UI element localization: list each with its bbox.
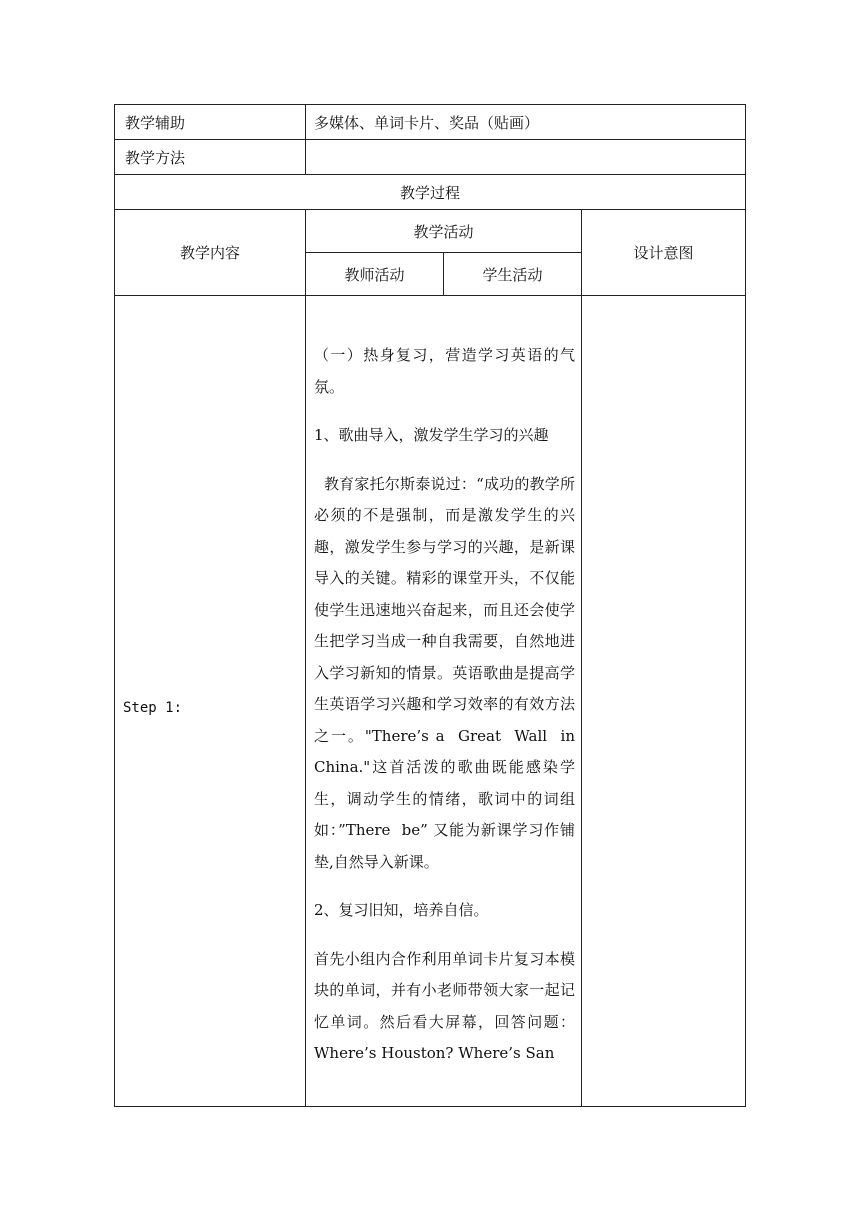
step-1-label: Step 1: bbox=[115, 296, 306, 1107]
teaching-method-value bbox=[306, 140, 746, 175]
row-process-title bbox=[115, 175, 746, 210]
lesson-plan-table bbox=[114, 104, 746, 1107]
step-1-paragraph-5: 首先小组内合作利用单词卡片复习本模块的单词，并有小老师带领大家一起记忆单词。然后看大屏幕，回答问题：Where’s Houston? Where’s San bbox=[314, 949, 575, 1063]
row-teaching-method bbox=[115, 140, 746, 175]
header-student-activity: 学生活动 bbox=[444, 253, 582, 296]
header-teaching-activity: 教学活动 bbox=[306, 210, 582, 253]
teaching-aids-label: 教学辅助 bbox=[115, 105, 306, 140]
header-teaching-content: 教学内容 bbox=[115, 210, 306, 296]
header-design-intent: 设计意图 bbox=[582, 210, 746, 296]
row-step-1 bbox=[115, 296, 746, 1107]
step-1-paragraph-4: 2、复习旧知，培养自信。 bbox=[314, 901, 489, 920]
header-teacher-activity: 教师活动 bbox=[306, 253, 444, 296]
process-title: 教学过程 bbox=[115, 175, 746, 210]
row-header-1 bbox=[115, 210, 746, 253]
step-1-teacher-activity bbox=[306, 296, 585, 1107]
step-1-paragraph-3: 教育家托尔斯泰说过：“成功的教学所必须的不是强制，而是激发学生的兴趣，激发学生参与学习的兴趣，是新课导入的关键。精彩的课堂开头，不仅能使学生迅速地兴奋起来，而且还会使学生把学习当成一种自我需要，自然地进入学习新知的情景。英语歌曲是提高学生英语学习兴趣和学习效率的有效方法之一。"There’s a Great Wall in China."这首活泼的歌曲既能感染学生，调动学生的情绪，歌词中的词组如：”There be” 又能为新课学习作铺垫,自然导入新课。 bbox=[314, 474, 585, 871]
row-teaching-aids bbox=[115, 105, 746, 140]
step-1-design-intent bbox=[582, 296, 746, 1107]
teaching-aids-value: 多媒体、单词卡片、奖品（贴画） bbox=[306, 105, 746, 140]
teaching-method-label: 教学方法 bbox=[115, 140, 306, 175]
step-1-paragraph-1: （一）热身复习，营造学习英语的气氛。 bbox=[314, 346, 575, 396]
step-1-paragraph-2: 1、歌曲导入，激发学生学习的兴趣 bbox=[314, 426, 549, 445]
